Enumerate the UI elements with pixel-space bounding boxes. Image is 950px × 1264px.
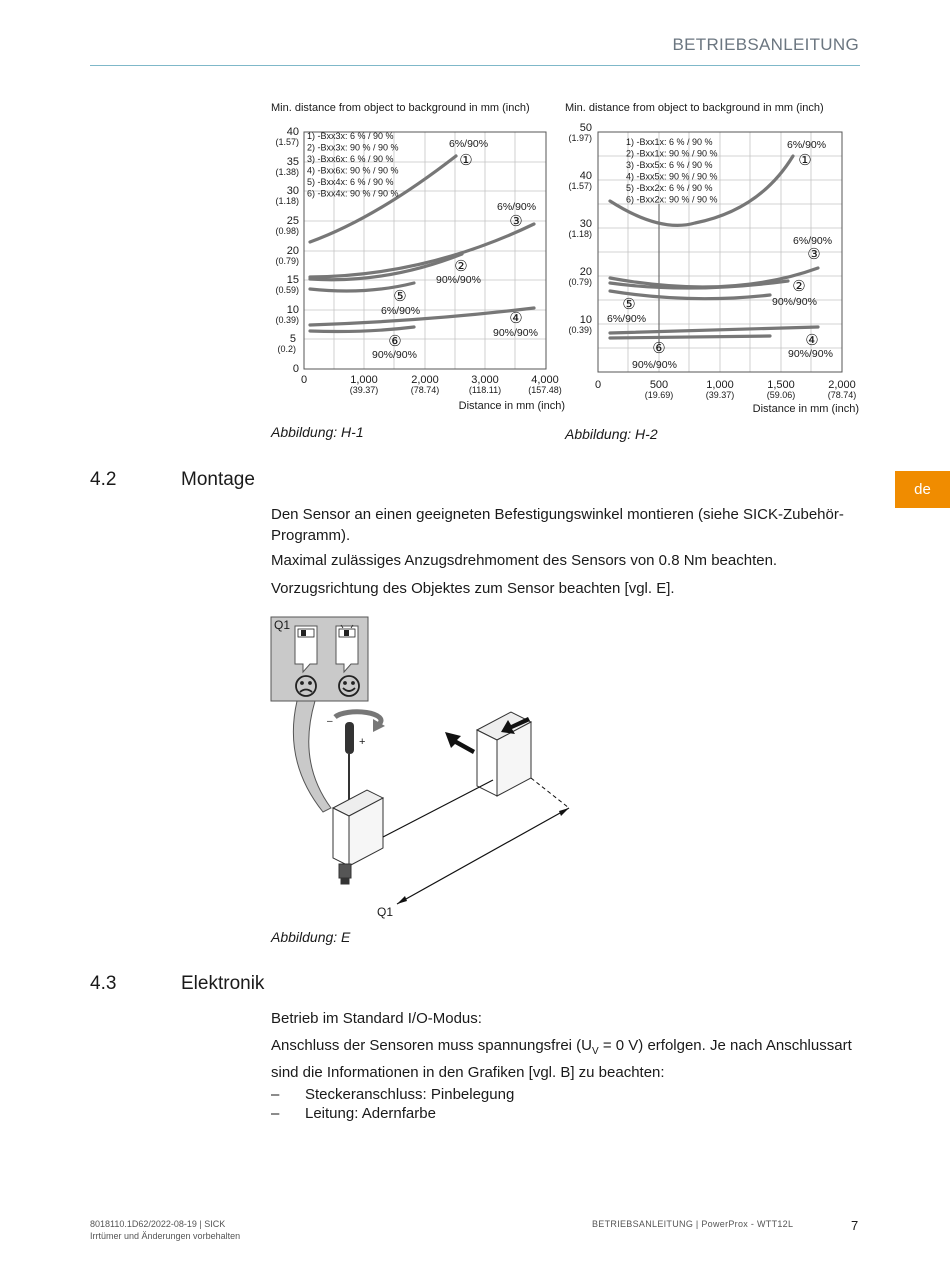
chart-h1-ytick-inch: (1.57) — [275, 137, 299, 147]
chart-h2-ytick-inch: (0.79) — [568, 277, 592, 287]
chart-h1-ytick: 10 — [286, 304, 299, 316]
figure-e-caption: Abbildung: E — [271, 929, 351, 945]
dimension-arrowhead-icon — [397, 896, 407, 904]
chart-h2-mark-3: ③ — [807, 246, 821, 263]
chart-h2-curve-6 — [610, 336, 770, 338]
figure-e-guide-line — [531, 778, 569, 808]
chart-h1-ytick: 35 — [286, 156, 299, 168]
chart-h2-mark-1: ① — [798, 152, 812, 169]
chart-h2-curve-4 — [610, 327, 818, 333]
figure-e-q1-top: Q1 — [274, 618, 291, 632]
chart-h2-label-5: 6%/90% — [607, 313, 647, 325]
chart-h2-mark-2: ② — [792, 278, 806, 295]
preferred-direction-arrow-icon — [445, 732, 475, 754]
chart-h1-mark-5: ⑤ — [393, 288, 407, 305]
chart-h1-xtick: 3,000 — [471, 374, 499, 386]
chart-h1-xtick: 0 — [300, 374, 308, 386]
chart-h1-ytick-inch: (1.18) — [275, 196, 299, 206]
chart-h1-ytick-inch: (0.59) — [275, 285, 299, 295]
header-rule — [90, 65, 860, 66]
chart-h2-xtick-inch: (78.74) — [827, 390, 857, 400]
chart-h1-curve-3 — [310, 224, 534, 277]
chart-h1-label-6: 90%/90% — [372, 349, 417, 361]
footer-center: BETRIEBSANLEITUNG | PowerProx - WTT12L — [592, 1219, 794, 1229]
chart-h2-ytick-inch: (1.57) — [568, 181, 592, 191]
footer-document-id: 8018110.1D62/2022-08-19 | SICK — [90, 1219, 226, 1229]
section-43-paragraph-2 — [271, 1035, 861, 1083]
chart-h1-xtick-inch: (157.48) — [528, 385, 562, 395]
figure-e — [265, 612, 585, 924]
chart-h1-label-4: 90%/90% — [493, 327, 538, 339]
list-item — [271, 1084, 861, 1105]
chart-h2-legend-5: 5) -Bxx2x: 6 % / 90 % — [626, 183, 713, 193]
section-43-paragraph-2-end: = 0 V) erfolgen. Je nach Anschlussart sind die Informationen in den Grafiken [vgl. B] zu beachten: — [271, 1037, 852, 1081]
chart-h2-xlabel: Distance in mm (inch) — [752, 403, 859, 415]
chart-h1-label-2: 90%/90% — [436, 274, 481, 286]
chart-h1-curve-6 — [310, 327, 414, 332]
chart-h2-mark-5: ⑤ — [622, 296, 636, 313]
chart-h1-ytick: 25 — [286, 215, 299, 227]
chart-h1-xtick: 1,000 — [350, 374, 378, 386]
list-item-text: Steckeranschluss: Pinbelegung — [305, 1086, 515, 1103]
chart-h2-xtick: 1,000 — [706, 379, 734, 391]
chart-h2-curve-3 — [610, 268, 818, 287]
section-42-number: 4.2 — [90, 469, 117, 490]
sensor-icon — [333, 790, 383, 884]
chart-h2-mark-6: ⑥ — [652, 340, 666, 357]
chart-h1-ytick-inch: (0.98) — [275, 226, 299, 236]
chart-h2 — [560, 118, 865, 418]
chart-h1-xtick-inch: (78.74) — [410, 385, 440, 395]
figure-e-panel-pointer — [293, 701, 331, 812]
chart-h1-label-5: 6%/90% — [381, 305, 421, 317]
chart-h2-xtick: 500 — [649, 379, 669, 391]
chart-h1-ytick-inch: (1.38) — [275, 167, 299, 177]
chart-h2-ytick: 50 — [579, 122, 592, 134]
section-42-paragraph-3: Vorzugsrichtung des Objektes zum Sensor beachten [vgl. E]. — [271, 580, 675, 597]
chart-h1-mark-2: ② — [454, 258, 468, 275]
list-dash: – — [271, 1086, 280, 1103]
footer-disclaimer: Irrtümer und Änderungen vorbehalten — [90, 1231, 241, 1241]
section-42-paragraph-2: Maximal zulässiges Anzugsdrehmoment des Sensors von 0.8 Nm beachten. — [271, 552, 778, 569]
chart-h1-mark-4: ④ — [509, 310, 523, 327]
figure-e-plus: + — [359, 736, 366, 748]
chart-h1-title: Min. distance from object to background in mm (inch) — [271, 102, 530, 114]
chart-h1-mark-6: ⑥ — [388, 333, 402, 350]
chart-h2-label-2: 90%/90% — [772, 296, 817, 308]
chart-h2-label-1: 6%/90% — [787, 139, 827, 151]
figure-e-dimension-line — [397, 808, 569, 904]
section-42-title: Montage — [181, 469, 255, 490]
chart-h2-mark-4: ④ — [805, 332, 819, 349]
chart-h2-xtick: 1,500 — [767, 379, 795, 391]
chart-h2-title: Min. distance from object to background in mm (inch) — [565, 102, 824, 114]
chart-h2-ytick: 30 — [579, 218, 592, 230]
voltage-subscript: V — [592, 1046, 599, 1057]
target-object-icon — [477, 712, 531, 796]
section-43-number: 4.3 — [90, 973, 117, 994]
chart-h2-label-6: 90%/90% — [632, 359, 677, 371]
chart-h2-caption: Abbildung: H-2 — [565, 426, 658, 442]
chart-h1-ytick: 20 — [286, 245, 299, 257]
chart-h2-xtick-inch: (59.06) — [766, 390, 796, 400]
chart-h1-legend-1: 1) -Bxx3x: 6 % / 90 % — [307, 131, 394, 141]
chart-h1-xlabel: Distance in mm (inch) — [458, 400, 565, 412]
chart-h2-xtick-inch: (39.37) — [705, 390, 735, 400]
chart-h1-mark-1: ① — [459, 152, 473, 169]
chart-h1-ytick-inch: (0.79) — [275, 256, 299, 266]
chart-h2-legend-2: 2) -Bxx1x: 90 % / 90 % — [626, 148, 718, 159]
chart-h2-xtick: 0 — [594, 379, 602, 391]
chart-h1-xtick: 4,000 — [531, 374, 559, 386]
chart-h2-ytick: 10 — [579, 314, 592, 326]
figure-e-q1-bottom: Q1 — [377, 905, 394, 919]
chart-h1-legend-2: 2) -Bxx3x: 90 % / 90 % — [307, 142, 399, 153]
chart-h1-curve-4 — [310, 308, 534, 325]
chart-h1-ytick-inch: (0.39) — [275, 315, 299, 325]
list-dash: – — [271, 1105, 280, 1122]
chart-h1-ytick: 15 — [286, 274, 299, 286]
chart-h2-xtick-inch: (19.69) — [644, 390, 674, 400]
chart-h1-xtick: 2,000 — [411, 374, 439, 386]
screwdriver-icon — [345, 722, 354, 802]
figure-e-minus: – — [327, 716, 333, 727]
chart-h1-legend-4: 4) -Bxx6x: 90 % / 90 % — [307, 165, 399, 176]
chart-h1-ytick: 40 — [286, 126, 299, 138]
section-42-paragraph-1: Den Sensor an einen geeigneten Befestigungswinkel montieren (siehe SICK-Zubehör-Programm). — [271, 506, 844, 544]
chart-h2-legend-3: 3) -Bxx5x: 6 % / 90 % — [626, 160, 713, 170]
chart-h1-xtick-inch: (118.11) — [468, 385, 502, 395]
chart-h1-xtick-inch: (39.37) — [349, 385, 379, 395]
section-43-paragraph-2-start: Anschluss der Sensoren muss spannungsfrei (U — [271, 1037, 592, 1054]
chart-h2-label-3: 6%/90% — [793, 235, 833, 247]
chart-h1-legend-5: 5) -Bxx4x: 6 % / 90 % — [307, 177, 394, 187]
chart-h1-ytick: 30 — [286, 185, 299, 197]
chart-h1-caption: Abbildung: H-1 — [271, 424, 364, 440]
chart-h2-legend-4: 4) -Bxx5x: 90 % / 90 % — [626, 171, 718, 182]
figure-e-beam-line — [383, 780, 493, 837]
chart-h2-ytick: 20 — [579, 266, 592, 278]
language-tab[interactable]: de — [895, 471, 950, 508]
chart-h2-ytick-inch: (0.39) — [568, 325, 592, 335]
running-header-title: BETRIEBSANLEITUNG — [672, 35, 859, 54]
chart-h1-ytick-inch: (0.2) — [277, 344, 296, 354]
list-item — [271, 1103, 861, 1124]
chart-h1 — [266, 118, 571, 418]
chart-h2-ytick-inch: (1.97) — [568, 133, 592, 143]
chart-h2-ytick-inch: (1.18) — [568, 229, 592, 239]
footer-left — [90, 1218, 240, 1242]
list-item-text: Leitung: Adernfarbe — [305, 1105, 436, 1122]
chart-h2-ytick: 40 — [579, 170, 592, 182]
chart-h1-mark-3: ③ — [509, 213, 523, 230]
chart-h2-legend-1: 1) -Bxx1x: 6 % / 90 % — [626, 137, 713, 147]
chart-h1-legend-6: 6) -Bxx4x: 90 % / 90 % — [307, 188, 399, 199]
chart-h2-legend-6: 6) -Bxx2x: 90 % / 90 % — [626, 194, 718, 205]
chart-h2-xtick: 2,000 — [828, 379, 856, 391]
chart-h1-label-3: 6%/90% — [497, 201, 537, 213]
chart-h1-label-1: 6%/90% — [449, 138, 489, 150]
chart-h1-ytick: 5 — [289, 333, 296, 345]
page-number: 7 — [851, 1218, 859, 1233]
chart-h1-legend-3: 3) -Bxx6x: 6 % / 90 % — [307, 154, 394, 164]
chart-h2-label-4: 90%/90% — [788, 348, 833, 360]
chart-h1-ytick: 0 — [292, 363, 299, 375]
section-43-title: Elektronik — [181, 973, 265, 994]
dimension-arrowhead-icon — [559, 808, 569, 816]
section-43-paragraph-1: Betrieb im Standard I/O-Modus: — [271, 1010, 482, 1027]
